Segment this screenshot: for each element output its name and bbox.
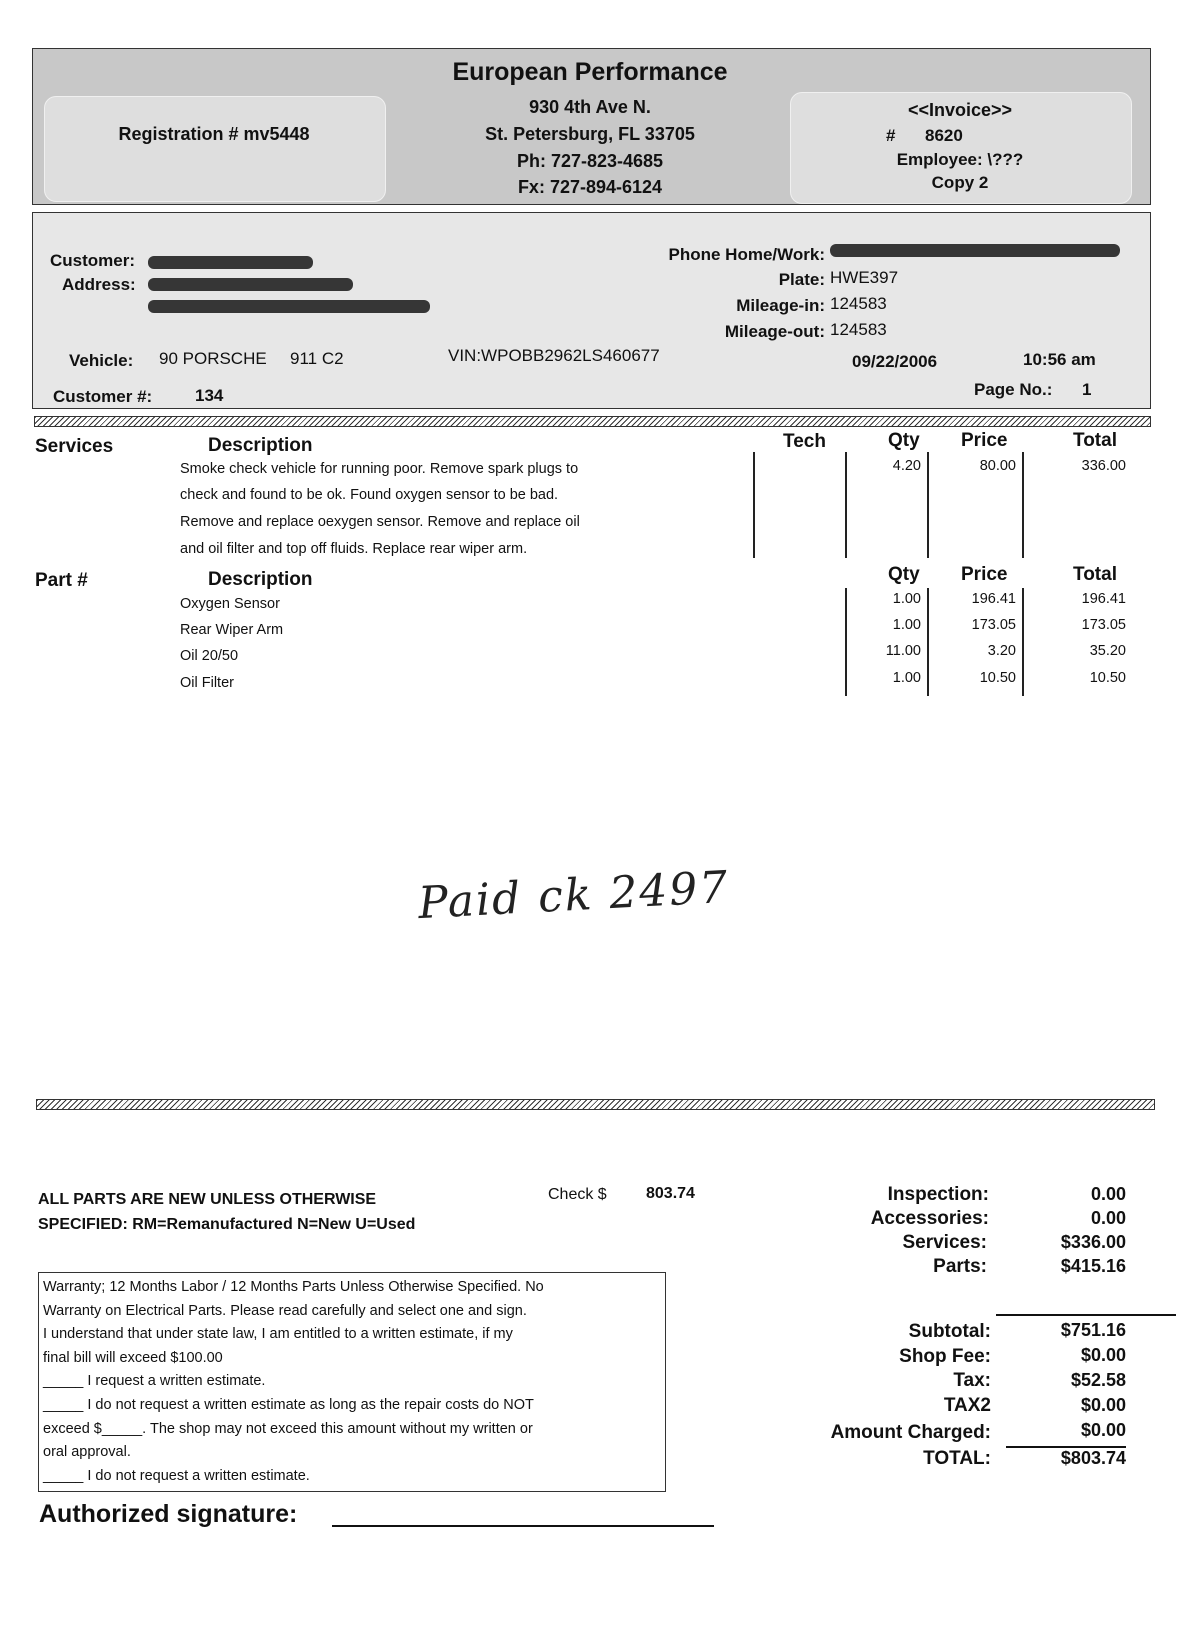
invoice-copy: Copy 2 [931, 173, 989, 192]
plate-label: Plate: [778, 270, 825, 289]
parts-notice-line1: ALL PARTS ARE NEW UNLESS OTHERWISE [38, 1191, 377, 1208]
warranty-line: oral approval. [43, 1444, 131, 1461]
page-number: 1 [1082, 380, 1092, 399]
services-column-divider [845, 452, 847, 558]
shop-phone: Ph: 727-823-4685 [516, 151, 664, 171]
part-description: Rear Wiper Arm [180, 622, 284, 638]
invoice-time: 10:56 am [1023, 350, 1096, 369]
invoice-number: 8620 [925, 126, 963, 145]
mileage-out-label: Mileage-out: [724, 322, 825, 341]
redacted-address-line2 [148, 300, 430, 313]
part-total: 196.41 [1081, 591, 1126, 607]
parts-qty-header: Qty [888, 564, 920, 585]
tax-value: $52.58 [1070, 1370, 1126, 1390]
redacted-customer-name [148, 256, 313, 269]
top-hatch-divider [34, 416, 1151, 427]
estimate-option-request[interactable]: _____ I request a written estimate. [43, 1373, 266, 1390]
tax2-label: TAX2 [943, 1395, 991, 1416]
accessories-value: 0.00 [1090, 1208, 1126, 1228]
service-line: Remove and replace oexygen sensor. Remove and replace oil [180, 514, 580, 530]
parts-notice-line2: SPECIFIED: RM=Remanufactured N=New U=Used [38, 1216, 416, 1233]
bottom-hatch-divider [36, 1099, 1155, 1110]
subtotal-value: $751.16 [1060, 1320, 1126, 1340]
parts-column-divider [845, 588, 847, 696]
amount-charged-value: $0.00 [1080, 1420, 1126, 1440]
amount-charged-label: Amount Charged: [830, 1422, 991, 1443]
subtotal-label: Subtotal: [908, 1321, 991, 1342]
services-column-divider [753, 452, 755, 558]
part-description: Oil 20/50 [180, 648, 239, 664]
tax-label: Tax: [953, 1370, 991, 1391]
shop-address1: 930 4th Ave N. [529, 97, 651, 117]
services-total-label: Services: [902, 1232, 987, 1253]
estimate-option-limit[interactable]: _____ I do not request a written estimate as long as the repair costs do NOT [43, 1396, 534, 1413]
vin-value: VIN:WPOBB2962LS460677 [448, 346, 660, 365]
services-column-divider [1022, 452, 1024, 558]
invoice-employee: Employee: \??? [896, 150, 1024, 169]
subtotal-rule [996, 1314, 1176, 1316]
service-line: check and found to be ok. Found oxygen sensor to be bad. [180, 487, 559, 503]
warranty-line: Warranty on Electrical Parts. Please read carefully and select one and sign. [43, 1302, 527, 1319]
part-price: 3.20 [987, 643, 1016, 659]
customer-number-label: Customer #: [53, 387, 153, 406]
vehicle-label: Vehicle: [69, 351, 134, 370]
part-description: Oil Filter [180, 675, 234, 691]
redacted-address-line1 [148, 278, 353, 291]
total-label: TOTAL: [923, 1448, 991, 1469]
part-total: 173.05 [1081, 617, 1126, 633]
parts-price-header: Price [961, 564, 1008, 585]
accessories-label: Accessories: [870, 1208, 989, 1229]
services-tech-header: Tech [783, 431, 826, 452]
parts-total-value: $415.16 [1060, 1256, 1126, 1276]
signature-line[interactable] [332, 1525, 714, 1527]
payment-amount: 803.74 [646, 1185, 695, 1202]
warranty-line: exceed $_____. The shop may not exceed this amount without my written or [43, 1420, 533, 1437]
registration-number: Registration # mv5448 [118, 124, 310, 144]
phone-label: Phone Home/Work: [668, 245, 825, 264]
address-label: Address: [62, 275, 136, 294]
inspection-label: Inspection: [887, 1184, 989, 1205]
invoice-date: 09/22/2006 [852, 352, 938, 371]
part-total: 10.50 [1089, 670, 1126, 686]
warranty-line: Warranty; 12 Months Labor / 12 Months Parts Unless Otherwise Specified. No [43, 1279, 544, 1295]
payment-method-label: Check $ [548, 1186, 607, 1203]
parts-column-divider [1022, 588, 1024, 696]
part-qty: 1.00 [892, 670, 921, 686]
service-qty: 4.20 [892, 458, 921, 474]
part-price: 196.41 [971, 591, 1016, 607]
services-description-header: Description [208, 435, 313, 456]
services-total-value: $336.00 [1060, 1232, 1126, 1252]
vehicle-model: 911 C2 [290, 349, 344, 368]
services-total-header: Total [1073, 430, 1117, 451]
parts-column-divider [927, 588, 929, 696]
warranty-box [38, 1272, 666, 1492]
parts-description-header: Description [208, 569, 313, 590]
mileage-out-value: 124583 [830, 320, 887, 339]
part-qty: 11.00 [885, 643, 921, 659]
part-description: Oxygen Sensor [180, 596, 280, 612]
services-header: Services [35, 436, 114, 457]
service-line: Smoke check vehicle for running poor. Remove spark plugs to [180, 461, 579, 477]
shop-fee-label: Shop Fee: [899, 1346, 991, 1367]
customer-label: Customer: [50, 251, 136, 270]
part-total: 35.20 [1089, 643, 1126, 659]
part-price: 10.50 [979, 670, 1016, 686]
vehicle-value: 90 PORSCHE [159, 349, 267, 368]
mileage-in-label: Mileage-in: [736, 296, 825, 315]
part-qty: 1.00 [892, 617, 921, 633]
signature-label: Authorized signature: [39, 1500, 298, 1528]
invoice-number-label: # [886, 126, 896, 145]
part-qty: 1.00 [892, 591, 921, 607]
service-price: 80.00 [979, 458, 1016, 474]
mileage-in-value: 124583 [830, 294, 887, 313]
service-total: 336.00 [1081, 458, 1126, 474]
page-label: Page No.: [974, 380, 1053, 399]
customer-number: 134 [195, 386, 224, 405]
registration-panel [44, 96, 386, 202]
part-price: 173.05 [971, 617, 1016, 633]
services-price-header: Price [961, 430, 1008, 451]
warranty-line: final bill will exceed $100.00 [43, 1349, 223, 1366]
estimate-option-none[interactable]: _____ I do not request a written estimate. [43, 1467, 310, 1484]
inspection-value: 0.00 [1090, 1184, 1126, 1204]
redacted-phone [830, 244, 1120, 257]
invoice-title: <<Invoice>> [907, 100, 1013, 120]
shop-address2: St. Petersburg, FL 33705 [485, 124, 695, 144]
total-value: $803.74 [1060, 1448, 1126, 1468]
services-column-divider [927, 452, 929, 558]
parts-total-label: Parts: [933, 1256, 987, 1277]
services-qty-header: Qty [888, 430, 920, 451]
service-line: and oil filter and top off fluids. Replace rear wiper arm. [180, 541, 528, 557]
shop-name: European Performance [452, 58, 728, 86]
handwritten-payment-note: Paid ck 2497 [416, 861, 731, 930]
tax2-value: $0.00 [1080, 1395, 1126, 1415]
parts-total-header: Total [1073, 564, 1117, 585]
shop-fee-value: $0.00 [1080, 1345, 1126, 1365]
parts-header: Part # [35, 570, 88, 591]
warranty-line: I understand that under state law, I am entitled to a written estimate, if my [43, 1326, 513, 1343]
shop-fax: Fx: 727-894-6124 [517, 177, 663, 197]
plate-value: HWE397 [830, 268, 899, 287]
